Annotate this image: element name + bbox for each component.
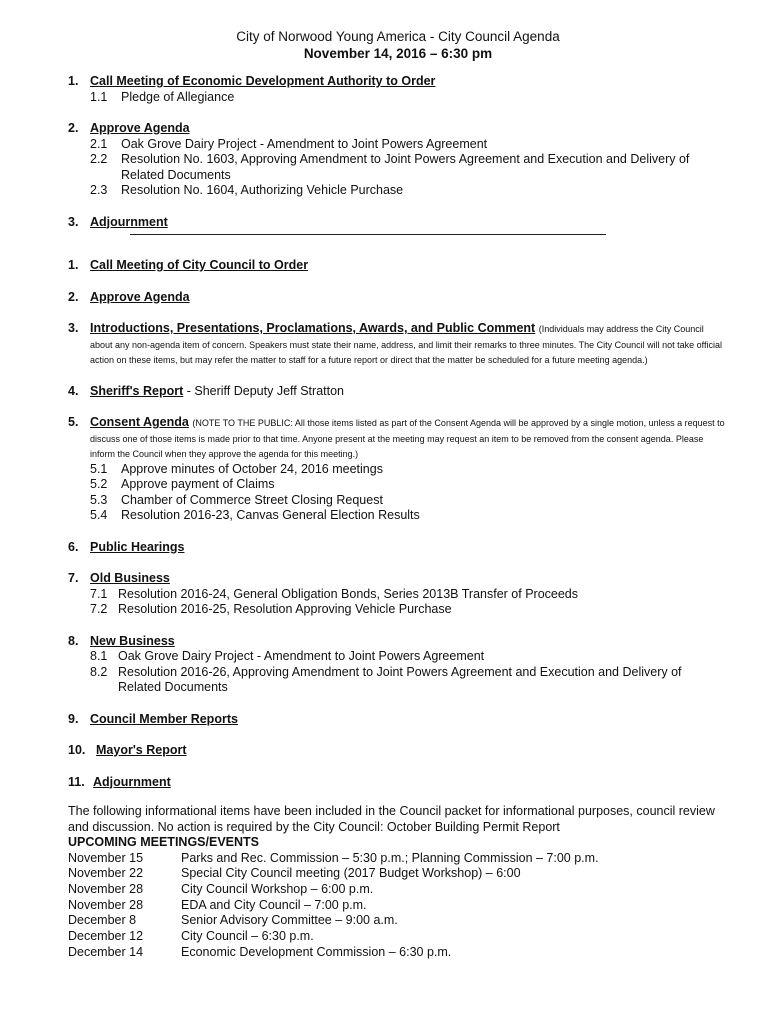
item-title: Old Business <box>90 571 170 585</box>
council-item-3 <box>68 321 728 368</box>
item-title: New Business <box>90 633 175 648</box>
sub-item-number: 7.2 <box>90 602 108 616</box>
sub-item-text: Resolution 2016-25, Resolution Approving Vehicle Purchase <box>118 602 452 616</box>
sub-item-text: Resolution No. 1603, Approving Amendment to Joint Powers Agreement and Execution and Delivery of Related Documents <box>121 152 690 182</box>
item-number: 10. <box>68 743 86 757</box>
item-title: Mayor's Report <box>96 743 187 757</box>
meeting-desc: Special City Council meeting (2017 Budget Workshop) – 6:00 <box>181 866 521 881</box>
item-title: Sheriff's Report <box>90 383 184 398</box>
item-number: 3. <box>68 214 79 229</box>
item-number: 4. <box>68 383 79 398</box>
meeting-date: December 12 <box>68 929 144 944</box>
meeting-row <box>68 866 728 882</box>
sub-item <box>68 90 728 106</box>
meeting-row <box>68 945 728 961</box>
meeting-date: November 15 <box>68 850 144 865</box>
meeting-date: November 28 <box>68 881 144 896</box>
meetings-list <box>68 851 728 961</box>
sub-item-text: Resolution 2016-24, General Obligation Bonds, Series 2013B Transfer of Proceeds <box>118 586 578 601</box>
council-item-4 <box>68 384 728 400</box>
sub-item-number: 2.1 <box>90 136 108 151</box>
sub-item-number: 5.4 <box>90 508 108 522</box>
item-title: Consent Agenda <box>90 415 189 429</box>
council-item-11 <box>68 775 728 791</box>
item-number: 2. <box>68 121 79 135</box>
item-number: 1. <box>68 258 79 272</box>
meeting-row <box>68 882 728 898</box>
section-divider <box>130 234 606 235</box>
sub-item-number: 5.2 <box>90 477 108 491</box>
meeting-row <box>68 913 728 929</box>
eda-item-2 <box>68 121 728 137</box>
sub-item-number: 7.1 <box>90 586 108 601</box>
eda-item-1 <box>68 74 728 90</box>
sub-item <box>68 152 728 183</box>
sub-item <box>68 462 728 478</box>
eda-item-3 <box>68 215 728 231</box>
sub-item-number: 8.2 <box>90 664 108 679</box>
meeting-date: December 8 <box>68 913 137 928</box>
meeting-date: December 14 <box>68 944 144 959</box>
item-number: 1. <box>68 74 79 88</box>
agenda-title: City of Norwood Young America - City Council Agenda <box>236 29 560 44</box>
informational-text: The following informational items have been included in the Council packet for informational purposes, council review and discussion. No action is required by the City Council: October Building Permit Report <box>68 804 715 834</box>
meeting-desc: City Council Workshop – 6:00 p.m. <box>181 881 374 896</box>
item-title: Call Meeting of City Council to Order <box>90 258 309 272</box>
sub-item-number: 2.3 <box>90 183 108 197</box>
meeting-desc: Parks and Rec. Commission – 5:30 p.m.; Planning Commission – 7:00 p.m. <box>181 850 599 865</box>
sub-item-text: Resolution 2016-26, Approving Amendment to Joint Powers Agreement and Execution and Delivery of Related Documents <box>118 664 682 694</box>
item-number: 9. <box>68 711 79 726</box>
item-number: 8. <box>68 633 79 648</box>
item-title: Adjournment <box>93 774 171 789</box>
council-item-1 <box>68 258 728 274</box>
item-title: Introductions, Presentations, Proclamations, Awards, and Public Comment <box>90 321 536 335</box>
meeting-row <box>68 929 728 945</box>
sub-item-text: Pledge of Allegiance <box>121 89 235 104</box>
council-item-9 <box>68 712 728 728</box>
agenda-date: November 14, 2016 – 6:30 pm <box>303 46 493 61</box>
sub-item-text: Chamber of Commerce Street Closing Request <box>121 492 383 507</box>
meeting-row <box>68 851 728 867</box>
item-title: Public Hearings <box>90 539 185 554</box>
meeting-date: November 22 <box>68 866 144 881</box>
council-item-10 <box>68 743 728 759</box>
meeting-desc: EDA and City Council – 7:00 p.m. <box>181 897 367 912</box>
sub-item-number: 2.2 <box>90 152 108 166</box>
item-number: 6. <box>68 539 79 554</box>
consent-note: (NOTE TO THE PUBLIC: All those items listed as part of the Consent Agenda will be approved by a single motion, unless a request to discuss one of those items is made prior to that time. Anyone present at the meeting may request an item to be removed from the consent agenda. Please inform the Council when they approve the agenda for this meeting.) <box>90 418 725 459</box>
sub-item <box>68 665 728 696</box>
sub-item <box>68 183 728 199</box>
sub-item <box>68 508 728 524</box>
meeting-desc: City Council – 6:30 p.m. <box>181 929 314 944</box>
agenda-header <box>68 28 728 62</box>
item-title: Approve Agenda <box>90 289 190 304</box>
item-title: Call Meeting of Economic Development Authority to Order <box>90 74 436 88</box>
sub-item-text: Resolution 2016-23, Canvas General Election Results <box>121 508 420 522</box>
sub-item-text: Approve payment of Claims <box>121 477 275 491</box>
item-number: 5. <box>68 415 79 429</box>
upcoming-heading: UPCOMING MEETINGS/EVENTS <box>68 835 259 849</box>
item-title: Council Member Reports <box>90 711 238 726</box>
item-number: 11. <box>68 774 85 789</box>
meeting-desc: Economic Development Commission – 6:30 p.m. <box>181 944 452 959</box>
sub-item <box>68 477 728 493</box>
sub-item <box>68 493 728 509</box>
sub-item-number: 5.1 <box>90 461 108 476</box>
meeting-desc: Senior Advisory Committee – 9:00 a.m. <box>181 913 398 928</box>
sub-item <box>68 602 728 618</box>
sub-item-number: 8.1 <box>90 649 108 663</box>
sub-item-text: Resolution No. 1604, Authorizing Vehicle Purchase <box>121 183 404 197</box>
council-item-5 <box>68 415 728 462</box>
sub-item <box>68 137 728 153</box>
council-item-2 <box>68 290 728 306</box>
council-item-7 <box>68 571 728 587</box>
meeting-date: November 28 <box>68 897 144 912</box>
sub-item-number: 1.1 <box>90 89 108 104</box>
sub-item-text: Oak Grove Dairy Project - Amendment to Joint Powers Agreement <box>121 136 488 151</box>
agenda-page <box>68 28 728 960</box>
sub-item-number: 5.3 <box>90 492 108 507</box>
item-title: Approve Agenda <box>90 121 190 135</box>
meeting-row <box>68 898 728 914</box>
item-number: 7. <box>68 571 79 585</box>
item-number: 3. <box>68 321 79 335</box>
item-title: Adjournment <box>90 214 168 229</box>
council-item-6 <box>68 540 728 556</box>
council-item-8 <box>68 634 728 650</box>
sub-item-text: Oak Grove Dairy Project - Amendment to Joint Powers Agreement <box>118 649 485 663</box>
sheriff-name: - Sheriff Deputy Jeff Stratton <box>183 383 344 398</box>
sub-item <box>68 587 728 603</box>
sub-item-text: Approve minutes of October 24, 2016 meetings <box>121 461 383 476</box>
public-comment-note: (Individuals may address the City Council about any non-agenda item of concern. Speakers must state their name, address, and limit their remarks to three minutes. The City Council will not take official action on these items, but may refer the matter to staff for a future report or direct that the matter be scheduled for a future meeting agenda.) <box>90 324 722 365</box>
sub-item <box>68 649 728 665</box>
item-number: 2. <box>68 289 79 304</box>
